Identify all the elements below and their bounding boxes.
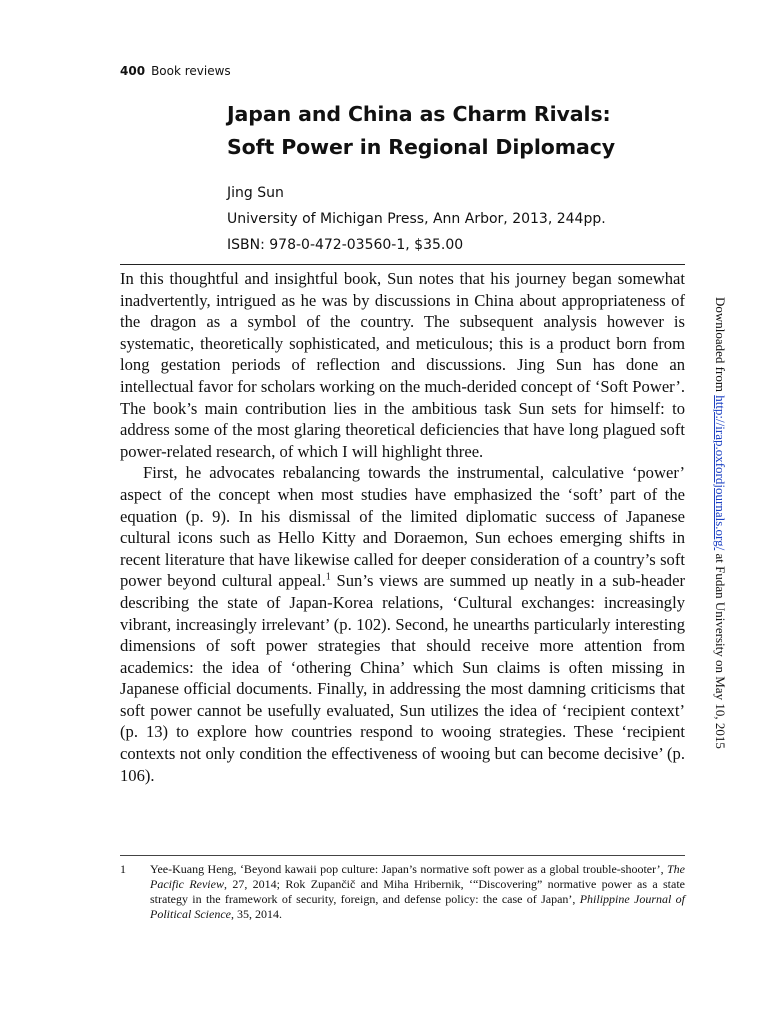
footnote-text-c: , 35, 2014.	[230, 907, 282, 921]
footnote-text-a: Yee-Kuang Heng, ‘Beyond kawaii pop culture: Japan’s normative soft power as a global trouble-shooter’,	[150, 862, 667, 876]
journal-link[interactable]: http://irap.oxfordjournals.org/	[713, 395, 728, 551]
book-title-line-2: Soft Power in Regional Diplomacy	[227, 135, 616, 159]
header-divider	[120, 264, 685, 265]
footnote-reference[interactable]: 1	[325, 571, 331, 583]
footnote-divider	[120, 855, 685, 856]
footnote-text	[150, 862, 685, 922]
footnotes	[120, 862, 685, 922]
review-body	[120, 268, 685, 786]
footnote-journal-b: Philippine Journal of Political Science	[150, 892, 685, 921]
paragraph-2-text-b: Sun’s views are summed up neatly in a sub-header describing the state of Japan-Korea relations, ‘Cultural exchanges: increasingly vibrant, increasingly irrelevant’ (p. 102). Second, he unearths particularly interesting dimensions of soft power strategies that should receive more attention from academics: the idea of ‘othering China’ which Sun claims is often missing in Japanese official documents. Finally, in addressing the most damning criticisms that soft power cannot be usefully evaluated, Sun utilizes the idea of ‘recipient context’ (p. 13) to explore how countries respond to wooing strategies. These ‘recipient contexts not only condition the effectiveness of wooing but can become decisive’ (p. 106).	[120, 571, 685, 785]
book-author: Jing Sun	[227, 185, 284, 201]
download-notice	[698, 297, 728, 749]
section-label: Book reviews	[151, 64, 231, 78]
footnote-number: 1	[120, 862, 126, 876]
review-header	[227, 98, 697, 258]
footnote-1	[120, 862, 685, 922]
footnote-journal-a: The Pacific Review	[150, 862, 685, 891]
download-notice-suffix: at Fudan University on May 10, 2015	[713, 550, 728, 749]
running-head	[120, 64, 231, 78]
book-title-line-1: Japan and China as Charm Rivals:	[227, 102, 611, 126]
body-paragraph-2	[120, 462, 685, 786]
book-isbn-price: ISBN: 978-0-472-03560-1, $35.00	[227, 237, 464, 253]
paragraph-2-text-a: First, he advocates rebalancing towards the instrumental, calculative ‘power’ aspect of the concept when most studies have emphasized the ‘soft’ part of the equation (p. 9). In his dismissal of the limited diplomatic success of Japanese cultural icons such as Hello Kitty and Doraemon, Sun echoes emerging shifts in recent literature that have likewise called for deeper consideration of a country’s soft power beyond cultural appeal.	[120, 463, 685, 591]
footnote-text-b: , 27, 2014; Rok Zupančič and Miha Hribernik, ‘“Discovering” normative power as a state strategy in the framework of security, foreign, and defense policy: the case of Japan’,	[150, 877, 685, 906]
body-paragraph-1: In this thoughtful and insightful book, Sun notes that his journey began somewhat inadvertently, intrigued as he was by discussions in China about appropriateness of the dragon as a symbol of the country. The subsequent analysis however is systematic, theoretically sophisticated, and meticulous; this is a product born from long gestation periods of reflection and discussions. Jing Sun has done an intellectual favor for scholars working on the much-derided concept of ‘Soft Power’. The book’s main contribution lies in the ambitious task Sun sets for himself: to address some of the most glaring theoretical deficiencies that have long plagued soft power-related research, of which I will highlight three.	[120, 269, 685, 461]
page-number: 400	[120, 64, 146, 78]
book-publisher: University of Michigan Press, Ann Arbor, 2013, 244pp.	[227, 211, 606, 227]
download-notice-prefix: Downloaded from	[713, 297, 728, 396]
